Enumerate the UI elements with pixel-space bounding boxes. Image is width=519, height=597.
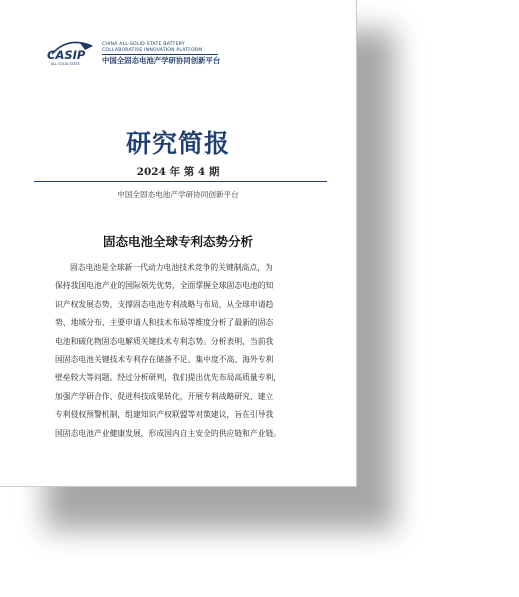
logo-mark-subtext: ALL SOLID STATE bbox=[51, 62, 80, 66]
abstract-line: 国固态电池关键技术专利存在储备不足、集中度不高、海外专利 bbox=[55, 355, 274, 365]
abstract-line: 势、地域分布、主要申请人和技术布局等维度分析了最新的固态 bbox=[55, 318, 274, 328]
logo-chinese-name: 中国全固态电池产学研协同创新平台 bbox=[102, 56, 221, 65]
logo-english-line-1: CHINA ALL-SOLID-STATE BATTERY bbox=[102, 42, 185, 47]
casip-logo-mark bbox=[46, 38, 102, 68]
casip-logo bbox=[46, 38, 226, 68]
title-divider bbox=[34, 181, 327, 182]
article-title: 固态电池全球专利态势分析 bbox=[102, 234, 253, 249]
abstract-line: 固态电池是全球新一代动力电池技术竞争的关键制高点，为 bbox=[70, 263, 273, 272]
abstract-line: 壁垒较大等问题。经过分析研判，我们提出优先布局高质量专利， bbox=[55, 373, 282, 383]
abstract-line: 加强产学研合作、促进科技成果转化，开展专利战略研究、建立 bbox=[55, 391, 274, 401]
abstract-line: 保持我国电池产业的国际领先优势，全面掌握全球固态电池的知 bbox=[55, 281, 274, 291]
issue-number: 2024 年 第 4 期 bbox=[136, 166, 220, 178]
abstract-line: 国固态电池产业健康发展，形成国内自主安全的供应链和产业链。 bbox=[55, 428, 282, 438]
abstract-paragraph bbox=[55, 259, 307, 443]
publisher-organization: 中国全固态电池产学研协同创新平台 bbox=[117, 190, 239, 199]
abstract-line: 识产权发展态势，支撑固态电池专利战略与布局，从全球申请趋 bbox=[55, 299, 274, 309]
logo-mark-text: CASIP bbox=[47, 48, 86, 62]
abstract-line: 电池和硫化物固态电解质关键技术专利态势。分析表明，当前我 bbox=[55, 336, 274, 346]
document-title: 研究简报 bbox=[125, 129, 230, 158]
logo-english-line-2: COLLABORATIVE INNOVATION PLATFORM bbox=[102, 48, 203, 53]
abstract-line: 专利侵权预警机制，组建知识产权联盟等对策建议，旨在引导我 bbox=[55, 410, 274, 420]
